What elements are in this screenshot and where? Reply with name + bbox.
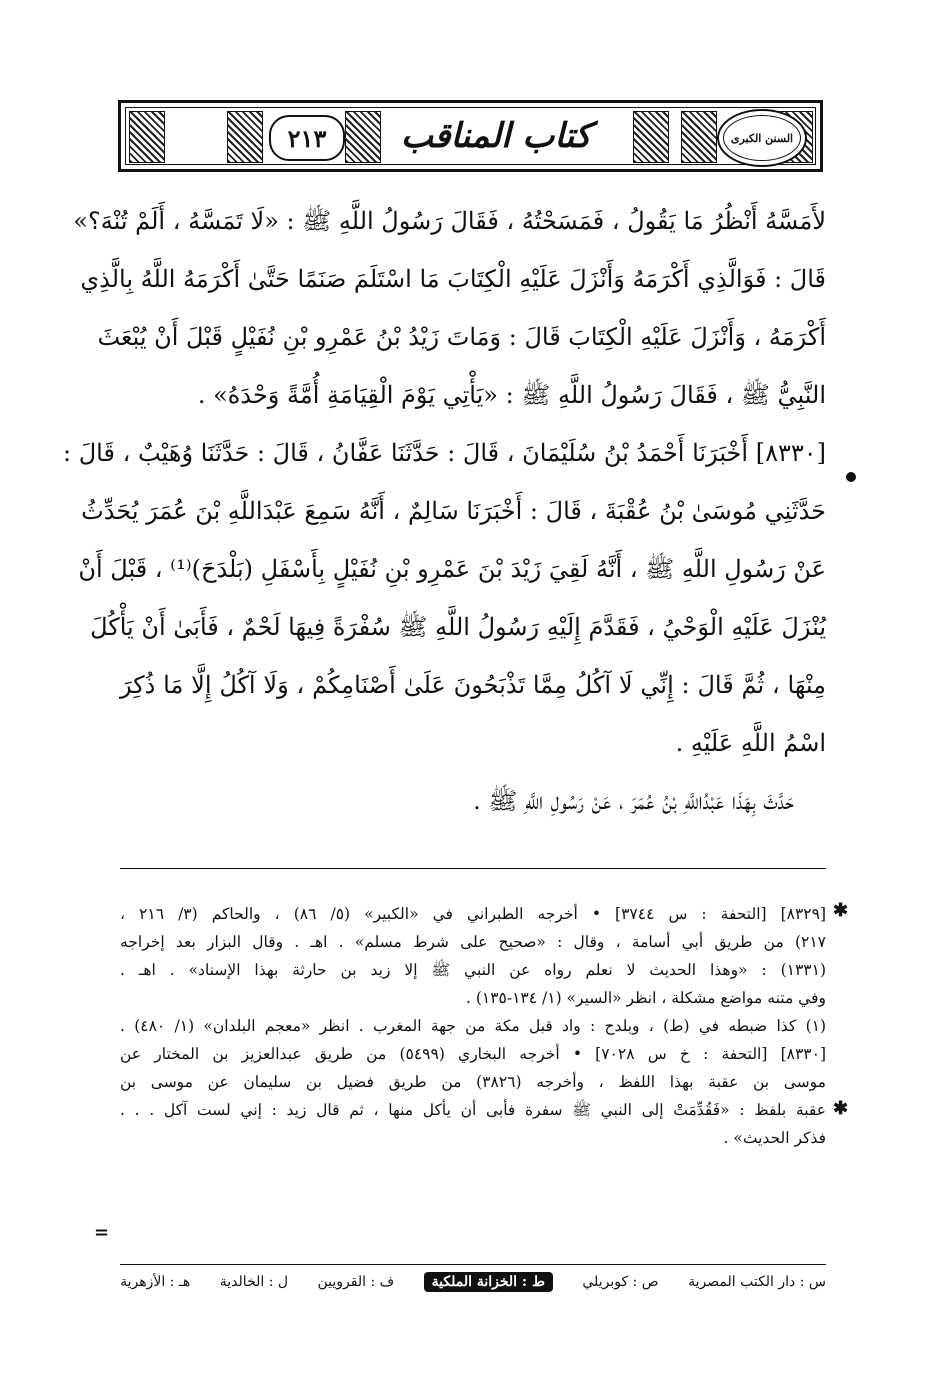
key-item: هـ : الأزهرية bbox=[120, 1274, 191, 1290]
page-number: ٢١٣ bbox=[269, 115, 345, 161]
text-line: النَّبِيُّ ﷺ ، فَقَالَ رَسُولُ اللَّهِ ﷺ : «يَأْتِي يَوْمَ الْقِيَامَةِ أُمَّةً وَحْدَهُ» . bbox=[197, 381, 826, 409]
continuation-mark: = bbox=[94, 1222, 110, 1243]
text-line: عَنْ رَسُولِ اللَّهِ ﷺ ، أَنَّهُ لَقِيَ زَيْدَ بْنَ عَمْرِو بْنِ نُفَيْلٍ بِأَسْفَلِ (بَلْدَحَ)⁽¹⁾ ، قَبْلَ أَنْ bbox=[78, 555, 826, 583]
key-item: ل : الخالدية bbox=[219, 1274, 289, 1290]
footnote-line: [٨٣٣٠] [التحفة : خ س ٧٠٢٨] • أخرجه البخاري (٥٤٩٩) من طريق عبدالعزيز بن المختار عن bbox=[120, 1045, 827, 1063]
key-item: ص : كوبريلي bbox=[582, 1274, 659, 1290]
text-line: أَكْرَمَهُ ، وَأَنْزَلَ عَلَيْهِ الْكِتَابَ قَالَ : وَمَاتَ زَيْدُ بْنُ عَمْرِو بْنِ نُفَيْلٍ قَبْلَ أَنْ يُبْعَثَ bbox=[97, 323, 826, 351]
ornament-left bbox=[129, 111, 165, 163]
chapter-title: كتاب المناقب bbox=[400, 116, 592, 156]
footnotes bbox=[120, 900, 826, 1152]
footnote-line: وفي متنه مواضع مشكلة ، انظر «السير» (١/ ١٣٤-١٣٥) . bbox=[465, 989, 826, 1007]
text-line: حَدَّثَنِي مُوسَىٰ بْنُ عُقْبَةَ ، قَالَ : أَخْبَرَنَا سَالِمٌ ، أَنَّهُ سَمِعَ عَبْدَاللَّهِ بْنَ عُمَرَ يُحَدِّثُ bbox=[81, 497, 826, 525]
text-line: مِنْهَا ، ثُمَّ قَالَ : إِنِّي لَا آكُلُ مِمَّا تَذْبَحُونَ عَلَىٰ أَصْنَامِكُمْ ، وَلَا آكُلُ إِلَّا مَا ذُكِرَ bbox=[120, 671, 826, 699]
text-line: لأَمَسَّهُ أَنْظُرُ مَا يَقُولُ ، فَمَسَحْتُهُ ، فَقَالَ رَسُولُ اللَّهِ ﷺ : «لَا تَمَسَّهُ ، أَلَمْ تُنْهَ؟» bbox=[73, 207, 826, 235]
key-item-highlighted: ط : الخزانة الملكية bbox=[424, 1272, 553, 1292]
key-item: ف : القرويين bbox=[317, 1274, 395, 1290]
text-line: حَدَّثَ بِهَذَا عَبْدُاللَّهِ بْنُ عُمَرَ ، عَنْ رَسُولِ اللَّهِ ﷺ . bbox=[473, 787, 794, 815]
manuscript-key bbox=[120, 1268, 826, 1296]
logo-ring bbox=[723, 115, 801, 161]
key-item: س : دار الكتب المصرية bbox=[688, 1274, 826, 1290]
text-line: يُنْزَلَ عَلَيْهِ الْوَحْيُ ، فَقَدَّمَ إِلَيْهِ رَسُولُ اللَّهِ ﷺ سُفْرَةً فِيهَا لَحْمٌ ، فَأَبَىٰ أَنْ يَأْكُلَ bbox=[90, 613, 826, 641]
footer-separator bbox=[120, 1264, 826, 1265]
footnote-star-icon: ✱ bbox=[833, 1098, 849, 1119]
footnote-line: عقبة بلفظ : «فَقُدِّمَتْ إلى النبي ﷺ سفرة فأبى أن يأكل منها ، ثم قال زيد : إني لست آكل . . . bbox=[120, 1101, 826, 1119]
ornament-mid-right bbox=[633, 111, 669, 163]
ornament-right-2 bbox=[681, 111, 717, 163]
ornament-left-2 bbox=[227, 111, 263, 163]
text-line: اسْمُ اللَّهِ عَلَيْهِ . bbox=[675, 729, 826, 757]
text-line: [٨٣٣٠] أَخْبَرَنَا أَحْمَدُ بْنُ سُلَيْمَانَ ، قَالَ : حَدَّثَنَا عَفَّانُ ، قَالَ : حَدَّثَنَا وُهَيْبٌ ، قَالَ : bbox=[63, 439, 826, 467]
footnote-line: موسى بن عقبة بهذا اللفظ ، وأخرجه (٣٨٢٦) من طريق فضيل بن سليمان عن موسى بن bbox=[120, 1073, 826, 1091]
page-header bbox=[118, 100, 823, 172]
footnote-line: (١٣٣١) : «وهذا الحديث لا نعلم رواه عن النبي ﷺ إلا زيد بن حارثة بهذا الإسناد» . اهـ . bbox=[120, 961, 826, 979]
footnote-star-icon: ✱ bbox=[833, 900, 849, 921]
footnote-line: ٢١٧) من طريق أبي أسامة ، وقال : «صحيح على شرط مسلم» . اهـ . وقال البزار بعد إخراجه bbox=[120, 933, 827, 951]
text-line: قَالَ : فَوَالَّذِي أَكْرَمَهُ وَأَنْزَلَ عَلَيْهِ الْكِتَابَ مَا اسْتَلَمَ صَنَمًا حَتَّىٰ أَكْرَمَهُ اللَّهُ بِالَّذِي bbox=[80, 265, 826, 293]
footnote-line: فذكر الحديث» . bbox=[723, 1129, 826, 1147]
hadith-bullet bbox=[846, 472, 856, 482]
footnote-separator bbox=[120, 868, 826, 869]
logo-medallion bbox=[717, 109, 807, 167]
logo-text: السنن الكبرى bbox=[730, 131, 794, 145]
footnote-line: (١) كذا ضبطه في (ط) ، وبلدح : واد قبل مكة من جهة المغرب . انظر «معجم البلدان» (١/ ٤٨٠) . bbox=[120, 1017, 827, 1035]
footnote-line: [٨٣٢٩] [التحفة : س ٣٧٤٤] • أخرجه الطبراني في «الكبير» (٥/ ٨٦) ، والحاكم (٣/ ٢١٦ ، bbox=[120, 905, 827, 923]
main-text bbox=[63, 192, 826, 830]
